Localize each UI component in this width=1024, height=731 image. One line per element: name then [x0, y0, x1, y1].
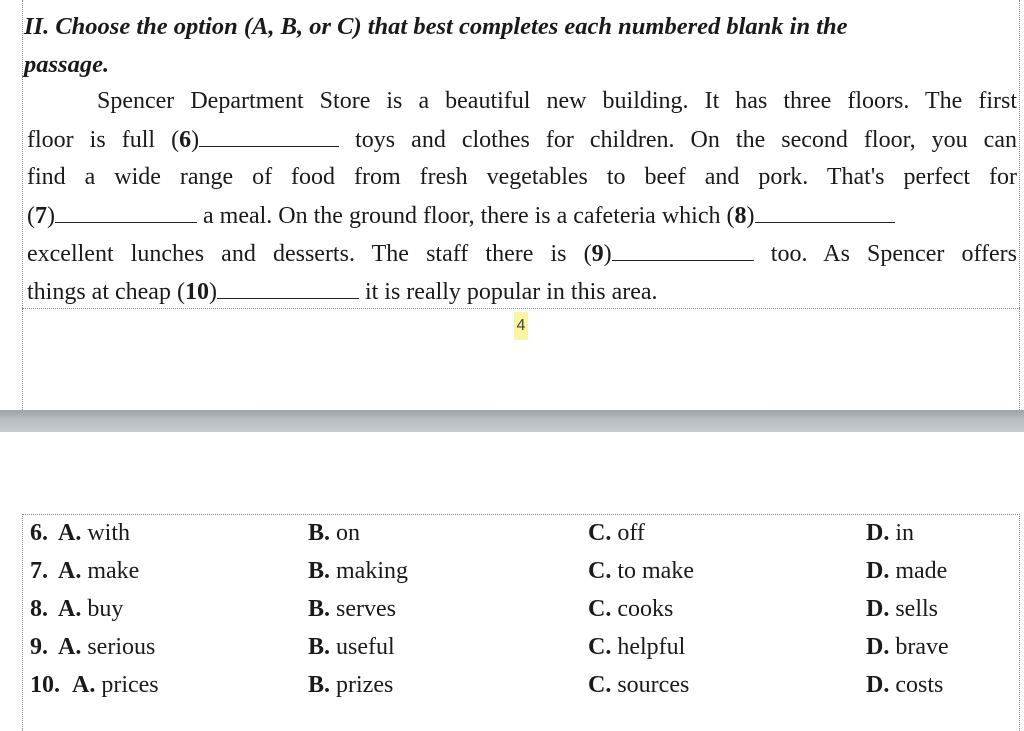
- blank-number-9: (9): [583, 241, 612, 267]
- blank-number-10: (10): [176, 279, 217, 305]
- option-b[interactable]: B. making: [308, 558, 409, 584]
- question-number: 10.: [30, 672, 60, 698]
- page-number: 4: [514, 312, 528, 340]
- option-a[interactable]: A. prices: [72, 672, 159, 698]
- option-b[interactable]: B. serves: [308, 596, 396, 622]
- passage-text: toys and clothes for children. On the second floor, you can: [355, 127, 1017, 153]
- question-row: [0, 666, 1024, 704]
- blank-6[interactable]: [199, 120, 339, 147]
- document-page-bottom: [0, 432, 1024, 731]
- question-row: [0, 590, 1024, 628]
- heading-line-1: II. Choose the option (A, B, or C) that best completes each numbered blank in the: [24, 13, 848, 40]
- blank-7[interactable]: [55, 196, 197, 223]
- option-c[interactable]: C. to make: [588, 558, 694, 584]
- passage-line-2: [27, 120, 1017, 158]
- passage-text: things at cheap: [27, 279, 177, 305]
- blank-10[interactable]: [217, 272, 359, 299]
- option-c[interactable]: C. cooks: [588, 596, 674, 622]
- passage: [27, 82, 1017, 310]
- option-c[interactable]: C. off: [588, 520, 645, 546]
- option-a[interactable]: A. buy: [58, 596, 124, 622]
- option-a[interactable]: A. with: [58, 520, 131, 546]
- passage-text: excellent lunches and desserts. The staff there is: [27, 241, 584, 267]
- option-a[interactable]: A. make: [58, 558, 140, 584]
- option-b[interactable]: B. on: [308, 520, 361, 546]
- passage-text: it is really popular in this area.: [364, 279, 658, 305]
- blank-number-8: (8): [726, 203, 755, 229]
- passage-text: a meal. On the ground floor, there is a cafeteria which: [203, 203, 727, 229]
- passage-text: floor is full: [27, 127, 172, 153]
- margin-guide-left: [22, 0, 23, 410]
- blank-8[interactable]: [755, 196, 895, 223]
- question-number: 8.: [30, 596, 48, 622]
- question-row: [0, 552, 1024, 590]
- question-row: [0, 514, 1024, 552]
- passage-line-5: [27, 234, 1017, 272]
- option-d[interactable]: D. sells: [866, 596, 939, 622]
- passage-line-6: [27, 272, 1017, 310]
- option-a[interactable]: A. serious: [58, 634, 156, 660]
- blank-number-7: (7): [27, 203, 55, 229]
- question-number: 9.: [30, 634, 48, 660]
- blank-9[interactable]: [612, 234, 754, 261]
- option-b[interactable]: B. useful: [308, 634, 395, 660]
- passage-line-4: [27, 196, 1017, 234]
- passage-text: too. As Spencer offers: [770, 241, 1018, 267]
- blank-number-6: (6): [171, 127, 200, 153]
- passage-line-3: find a wide range of food from fresh vegetables to beef and pork. That's perfect for: [27, 164, 1017, 190]
- page-break-gap: [0, 410, 1024, 432]
- option-c[interactable]: C. helpful: [588, 634, 686, 660]
- heading-line-2: passage.: [24, 51, 110, 78]
- question-number: 7.: [30, 558, 48, 584]
- passage-line-1: Spencer Department Store is a beautiful new building. It has three floors. The first: [97, 88, 1017, 114]
- question-number: 6.: [30, 520, 48, 546]
- option-c[interactable]: C. sources: [588, 672, 690, 698]
- option-d[interactable]: D. costs: [866, 672, 944, 698]
- option-d[interactable]: D. in: [866, 520, 915, 546]
- section-heading: [24, 8, 1024, 84]
- option-d[interactable]: D. made: [866, 558, 948, 584]
- option-d[interactable]: D. brave: [866, 634, 949, 660]
- option-b[interactable]: B. prizes: [308, 672, 394, 698]
- question-row: [0, 628, 1024, 666]
